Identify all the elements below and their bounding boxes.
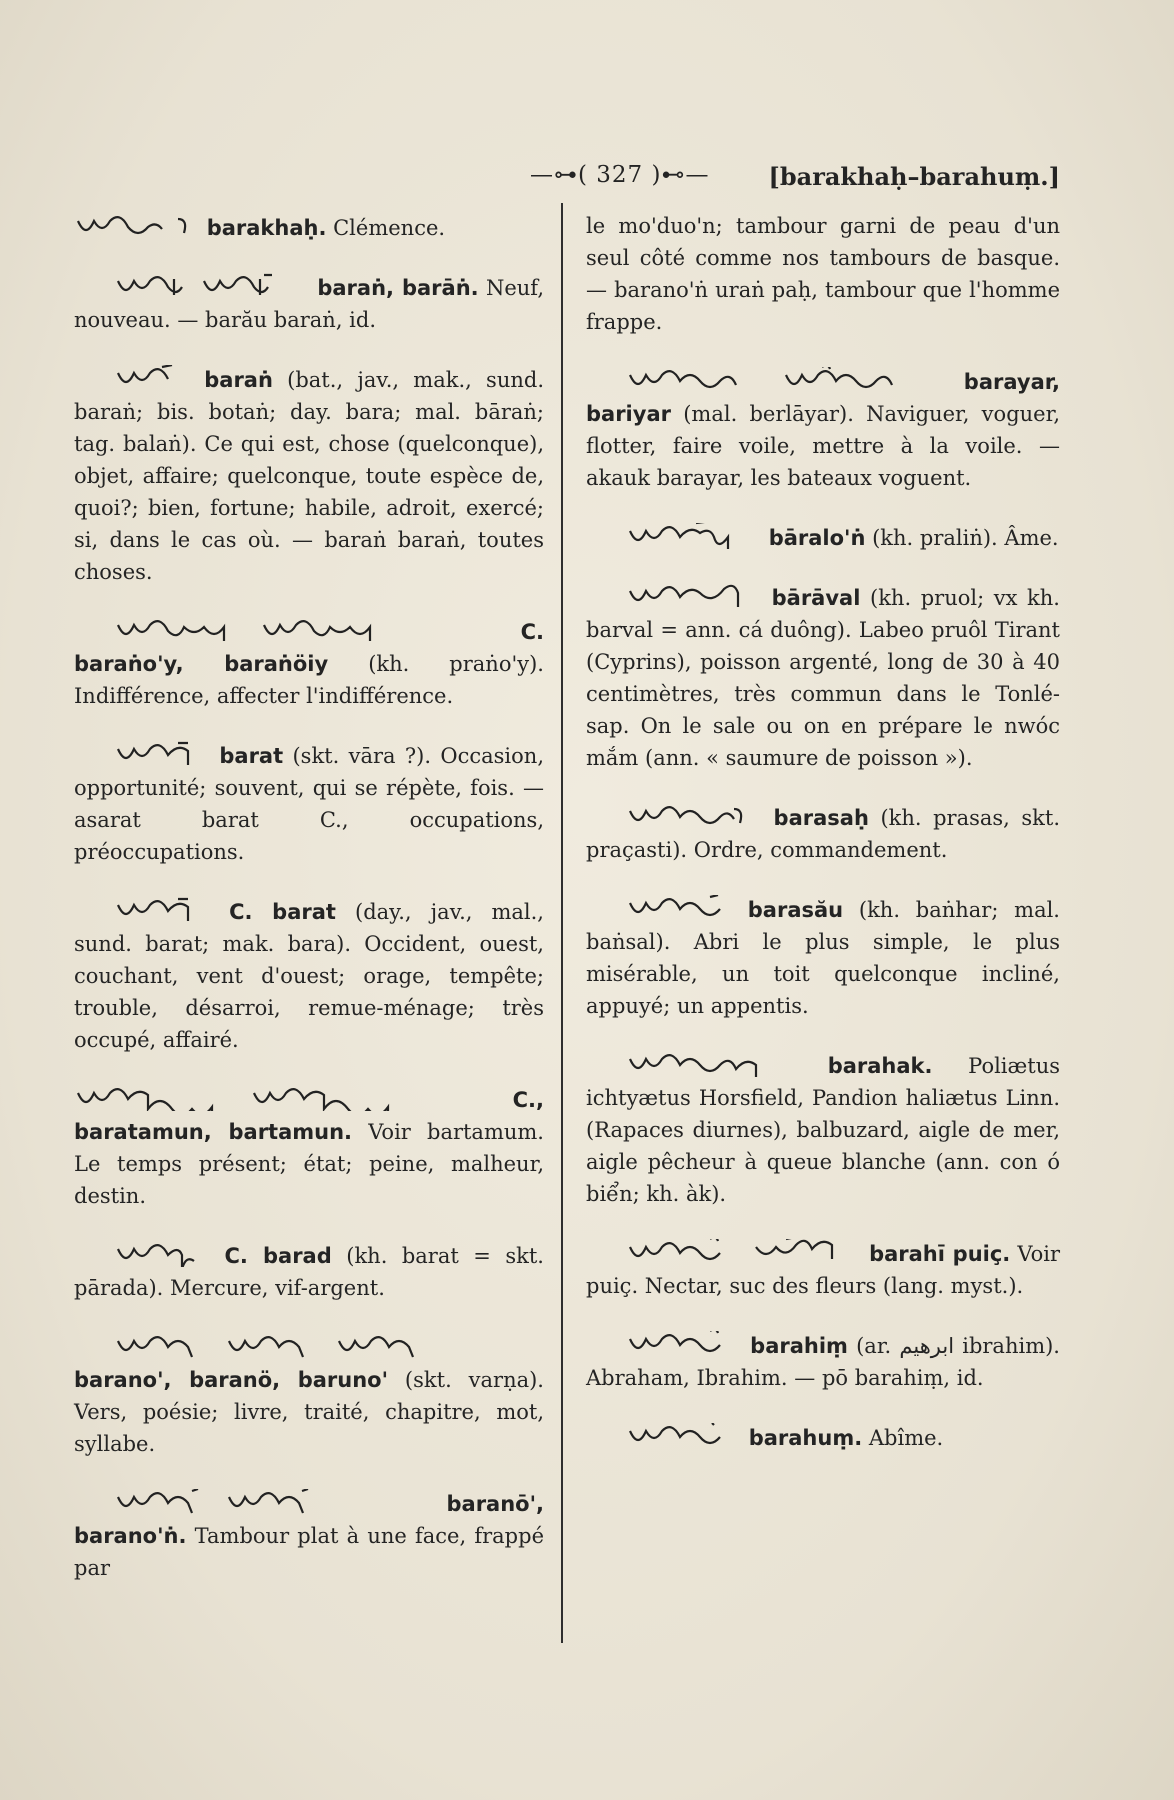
entry-barano <box>74 1332 544 1460</box>
definition: (mal. berlāyar). Naviguer, voguer, flotter, faire voile, mettre à la voile. — akauk barayar, les bateaux voguent. <box>586 402 1060 490</box>
cham-script-glyph <box>114 1333 444 1359</box>
headword: barahak. <box>827 1054 933 1078</box>
entry-barayar <box>586 366 1060 494</box>
headword: barasaḥ <box>773 806 869 830</box>
headword: bāralo'ṅ <box>768 526 866 550</box>
entry-barat-west <box>74 896 544 1056</box>
definition: (day., jav., mal., sund. barat; mak. bara). Occident, ouest, couchant, vent d'ouest; orage, tempête; trouble, désarroi, remue-ménage; très occupé, affairé. <box>74 900 544 1052</box>
cham-script-glyph <box>626 1331 736 1357</box>
headword: barahiṃ <box>750 1334 848 1358</box>
headword: barano', baranö, baruno' <box>74 1368 389 1392</box>
cham-script-glyph <box>626 583 756 609</box>
definition: Abîme. <box>862 1426 944 1450</box>
headword: barahuṃ. <box>748 1426 863 1450</box>
entry-barahim <box>586 1330 1060 1394</box>
cham-script-glyph <box>114 741 204 767</box>
definition: Neuf, nouveau. — barău baraṅ, id. <box>74 276 544 332</box>
definition: Tambour plat à une face, frappé par <box>74 1524 544 1580</box>
entry-range: [barakhaḥ–barahuṃ.] <box>768 162 1060 191</box>
definition: (ar. ابرهيم ibrahim). Abraham, Ibrahim. — pō barahiṃ, id. <box>586 1334 1060 1390</box>
entry-barahi <box>586 1238 1060 1302</box>
entry-barahak <box>586 1050 1060 1210</box>
cham-script-glyph <box>626 367 916 393</box>
headword: baranō', barano'ṅ. <box>74 1492 544 1548</box>
definition: (kh. baṅhar; mal. baṅsal). Abri le plus simple, le plus misérable, un toit quelconque incliné, appuyé; un appentis. <box>586 898 1060 1018</box>
definition: (kh. barat = skt. pārada). Mercure, vif-argent. <box>74 1244 544 1300</box>
entry-baraval <box>586 582 1060 774</box>
definition: Voir puiç. Nectar, suc des fleurs (lang. myst.). <box>586 1242 1060 1298</box>
cham-script-glyph <box>626 523 756 549</box>
entry-baran <box>74 272 544 336</box>
cham-script-glyph <box>626 1239 856 1265</box>
headword: baraṅ, barāṅ. <box>317 276 479 300</box>
headword: barasău <box>747 898 844 922</box>
cham-script-glyph <box>626 1423 736 1449</box>
definition: (kh. praṅo'y). Indifférence, affecter l'indifférence. <box>74 652 544 708</box>
right-column <box>586 210 1060 1482</box>
definition: Clémence. <box>326 216 446 240</box>
entry-barahum <box>586 1422 1060 1454</box>
entry-barano-drum <box>74 1488 544 1584</box>
definition: (skt. vāra ?). Occasion, opportunité; souvent, qui se répète, fois. — asarat barat C., occupations, préoccupations. <box>74 744 544 864</box>
cham-script-glyph <box>114 273 304 299</box>
cham-script-glyph <box>114 897 204 923</box>
definition: Poliætus ichtyætus Horsfield, Pandion haliætus Linn. (Rapaces diurnes), balbuzard, aigle de mer, aigle pêcheur à queue blanche (ann. con ó biển; kh. àk). <box>586 1054 1060 1206</box>
cham-script-glyph <box>626 895 726 921</box>
headword: barat <box>219 744 284 768</box>
headword: C. barad <box>224 1244 332 1268</box>
headword: barayar, bariyar <box>586 370 1060 426</box>
headword: barakhaḥ. <box>206 216 327 240</box>
headword: C. baraṅo'y, baraṅöiy <box>74 620 544 676</box>
definition: (bat., jav., mak., sund. baraṅ; bis. botaṅ; day. bara; mal. bāraṅ; tag. balaṅ). Ce qui est, chose (quelconque), objet, affaire; quelconque, toute espèce de, quoi?; bien, fortune; habile, adroit, exercé; si, dans le cas où. — baraṅ baraṅ, toutes choses. <box>74 368 544 584</box>
page-number: —⊶( 327 )⊷— <box>530 162 710 188</box>
headword: C., baratamun, bartamun. <box>74 1088 544 1144</box>
cham-script-glyph <box>626 1051 786 1077</box>
column-divider <box>561 203 563 1643</box>
headword: baraṅ <box>204 368 273 392</box>
entry-barakhah <box>74 212 544 244</box>
entry-baratamun <box>74 1084 544 1212</box>
definition: (kh. praliṅ). Âme. <box>865 526 1059 550</box>
cham-script-glyph <box>74 213 194 239</box>
entry-baran-thing <box>74 364 544 588</box>
entry-barasau <box>586 894 1060 1022</box>
definition: (kh. prasas, skt. praçasti). Ordre, commandement. <box>586 806 1060 862</box>
headword: C. barat <box>229 900 336 924</box>
entry-baralon <box>586 522 1060 554</box>
entry-barad <box>74 1240 544 1304</box>
headword: bārāval <box>771 586 861 610</box>
cham-script-glyph <box>74 1085 434 1111</box>
definition: Voir bartamum. Le temps présent; état; peine, malheur, destin. <box>74 1120 544 1208</box>
entry-barano-y <box>74 616 544 712</box>
entry-barat <box>74 740 544 868</box>
cham-script-glyph <box>114 617 414 643</box>
page-header <box>70 162 1060 202</box>
cham-script-glyph <box>114 1241 204 1267</box>
entry-barasah <box>586 802 1060 866</box>
cham-script-glyph <box>114 1489 334 1515</box>
definition: (kh. pruol; vx kh. barval = ann. cá duông). Labeo pruôl Tirant (Cyprins), poisson argenté, long de 30 à 40 centimètres, très commun dans le Tonlé-sap. On le sale ou on en prépare le nwóc mắm (ann. « saumure de poisson »). <box>586 586 1060 770</box>
left-column <box>74 212 544 1612</box>
continued-entry: le mo'duo'n; tambour garni de peau d'un seul côté comme nos tambours de basque. — barano'ṅ uraṅ paḥ, tambour que l'homme frappe. <box>586 214 1060 334</box>
cham-script-glyph <box>626 803 756 829</box>
cham-script-glyph <box>114 365 184 391</box>
definition: (skt. varṇa). Vers, poésie; livre, traité, chapitre, mot, syllabe. <box>74 1368 544 1456</box>
headword: barahī puiç. <box>869 1242 1011 1266</box>
